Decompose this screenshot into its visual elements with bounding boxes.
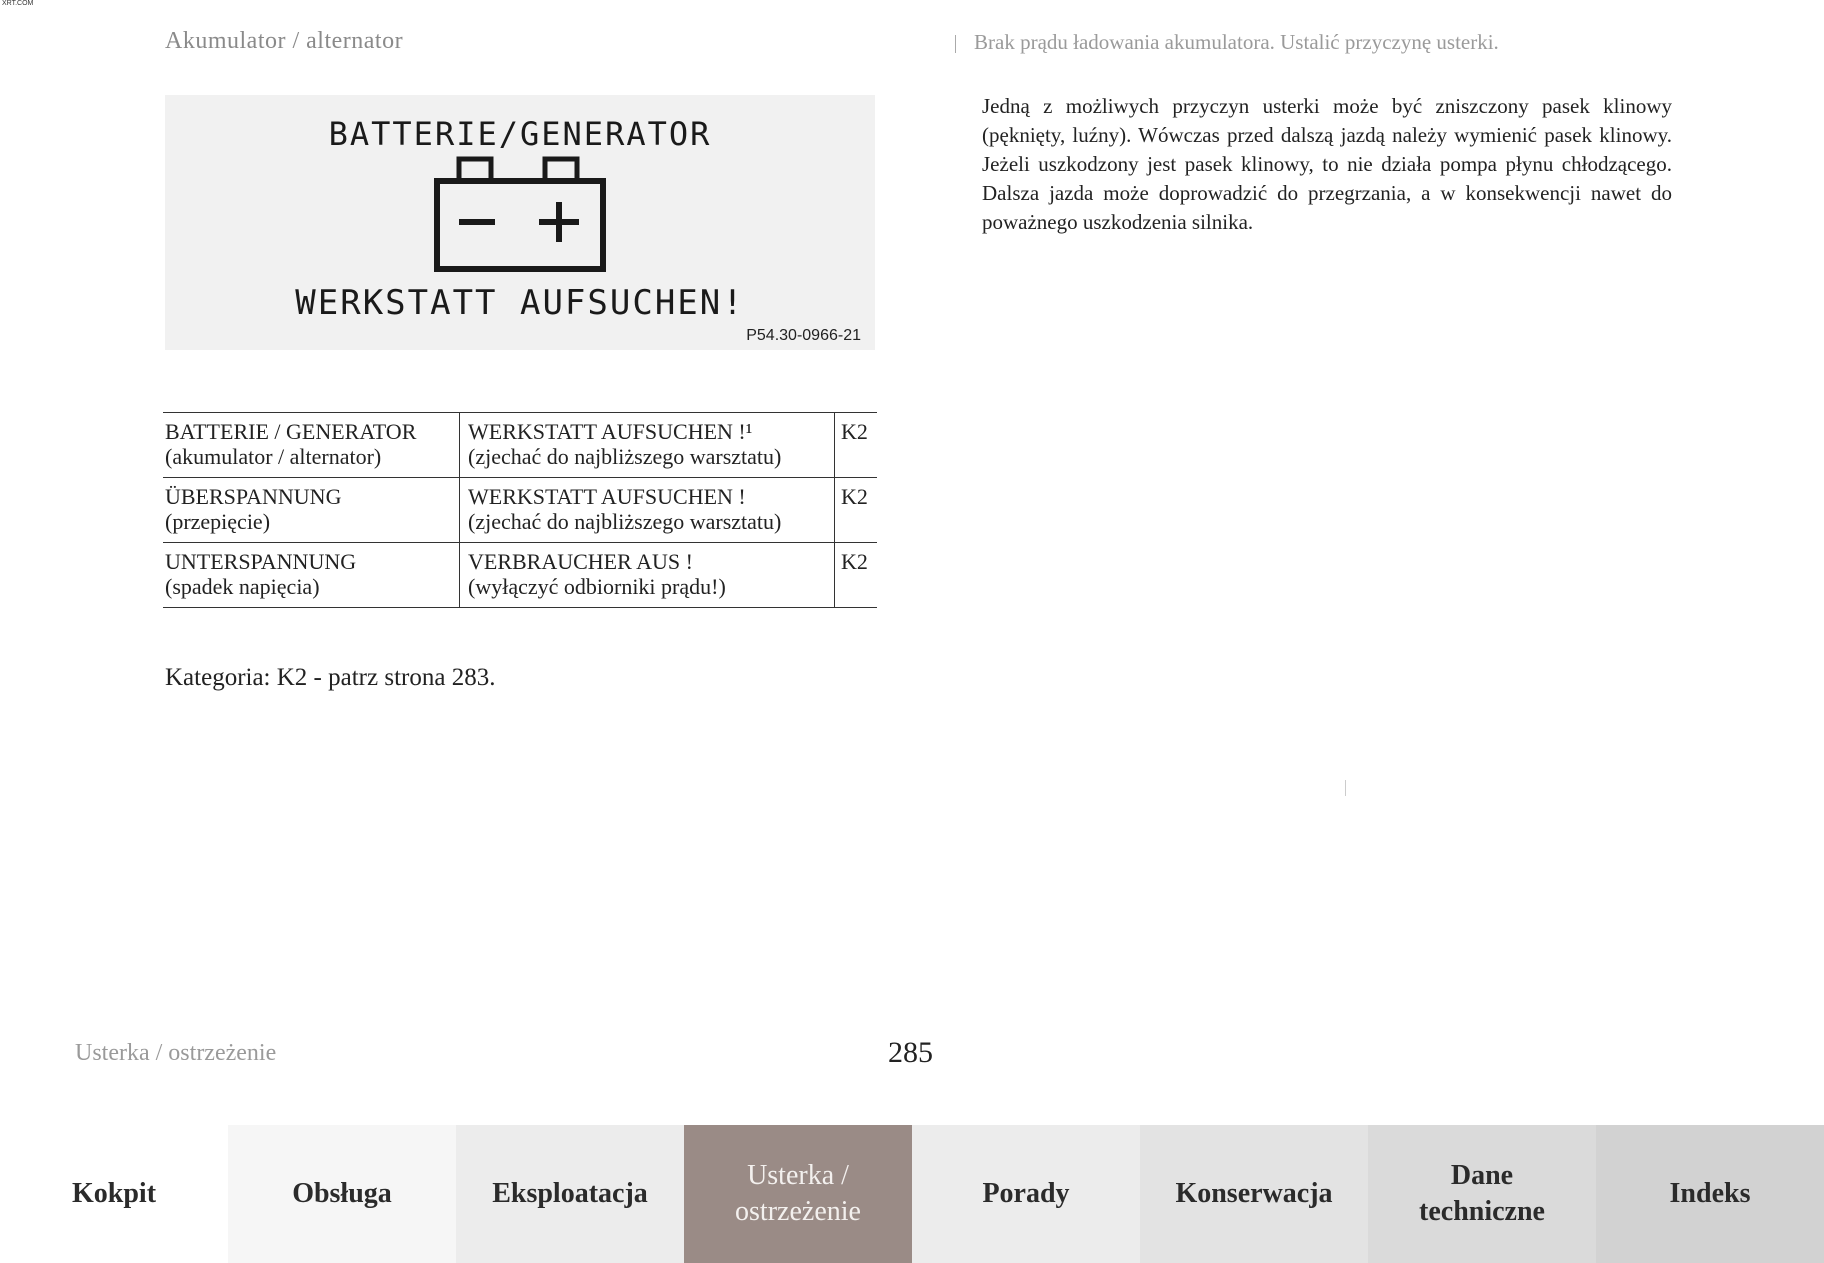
display-line-1: BATTERIE/GENERATOR	[328, 115, 712, 153]
chapter-tab-bar	[0, 1125, 1824, 1263]
instrument-display-figure	[165, 95, 875, 350]
category-note: Kategoria: K2 - patrz strona 283.	[165, 664, 496, 691]
battery-icon	[433, 155, 607, 273]
table-row	[163, 413, 877, 478]
tab-indeks[interactable]: Indeks	[1596, 1125, 1824, 1263]
message-table	[163, 412, 877, 608]
tab-usterka-ostrzezenie[interactable]: Usterka / ostrzeżenie	[684, 1125, 912, 1263]
category-cell: K2	[835, 478, 878, 543]
tab-porady[interactable]: Porady	[912, 1125, 1140, 1263]
action-cell: WERKSTATT AUFSUCHEN ! (zjechać do najbliższego warsztatu)	[460, 478, 835, 543]
action-cell: WERKSTATT AUFSUCHEN !¹ (zjechać do najbliższego warsztatu)	[460, 413, 835, 478]
footnote-text: Brak prądu ładowania akumulatora. Ustalić przyczynę usterki.	[974, 30, 1499, 54]
page-number: 285	[888, 1036, 933, 1069]
tab-dane-techniczne[interactable]: Dane techniczne	[1368, 1125, 1596, 1263]
figure-code: P54.30-0966-21	[746, 327, 861, 344]
tab-eksploatacja[interactable]: Eksploatacja	[456, 1125, 684, 1263]
body-paragraph: Jedną z możliwych przyczyn usterki może być zniszczony pasek klinowy (pęknięty, luźny). Wówczas przed dalszą jazdą należy wymienić pasek klinowy. Jeżeli uszkodzony jest pasek klinowy, to nie działa pompa płynu chłodzącego. Dalsza jazda może doprowadzić do przegrzania, a w konsekwencji nawet do poważnego uszkodzenia silnika.	[982, 94, 1672, 234]
action-cell: VERBRAUCHER AUS ! (wyłączyć odbiorniki prądu!)	[460, 543, 835, 608]
footnote-marker	[955, 35, 956, 53]
category-cell: K2	[835, 543, 878, 608]
section-title: Akumulator / alternator	[165, 28, 404, 54]
tab-kokpit[interactable]: Kokpit	[0, 1125, 228, 1263]
divider	[1345, 780, 1346, 796]
message-cell: ÜBERSPANNUNG (przepięcie)	[163, 478, 460, 543]
tab-konserwacja[interactable]: Konserwacja	[1140, 1125, 1368, 1263]
footer-section-label: Usterka / ostrzeżenie	[75, 1040, 277, 1066]
footnote	[955, 30, 1499, 55]
table-row	[163, 478, 877, 543]
tab-obsluga[interactable]: Obsługa	[228, 1125, 456, 1263]
message-cell: UNTERSPANNUNG (spadek napięcia)	[163, 543, 460, 608]
category-cell: K2	[835, 413, 878, 478]
message-cell: BATTERIE / GENERATOR (akumulator / alternator)	[163, 413, 460, 478]
watermark: XRT.COM	[2, 0, 34, 7]
table-row	[163, 543, 877, 608]
display-line-2: WERKSTATT AUFSUCHEN!	[295, 283, 745, 323]
